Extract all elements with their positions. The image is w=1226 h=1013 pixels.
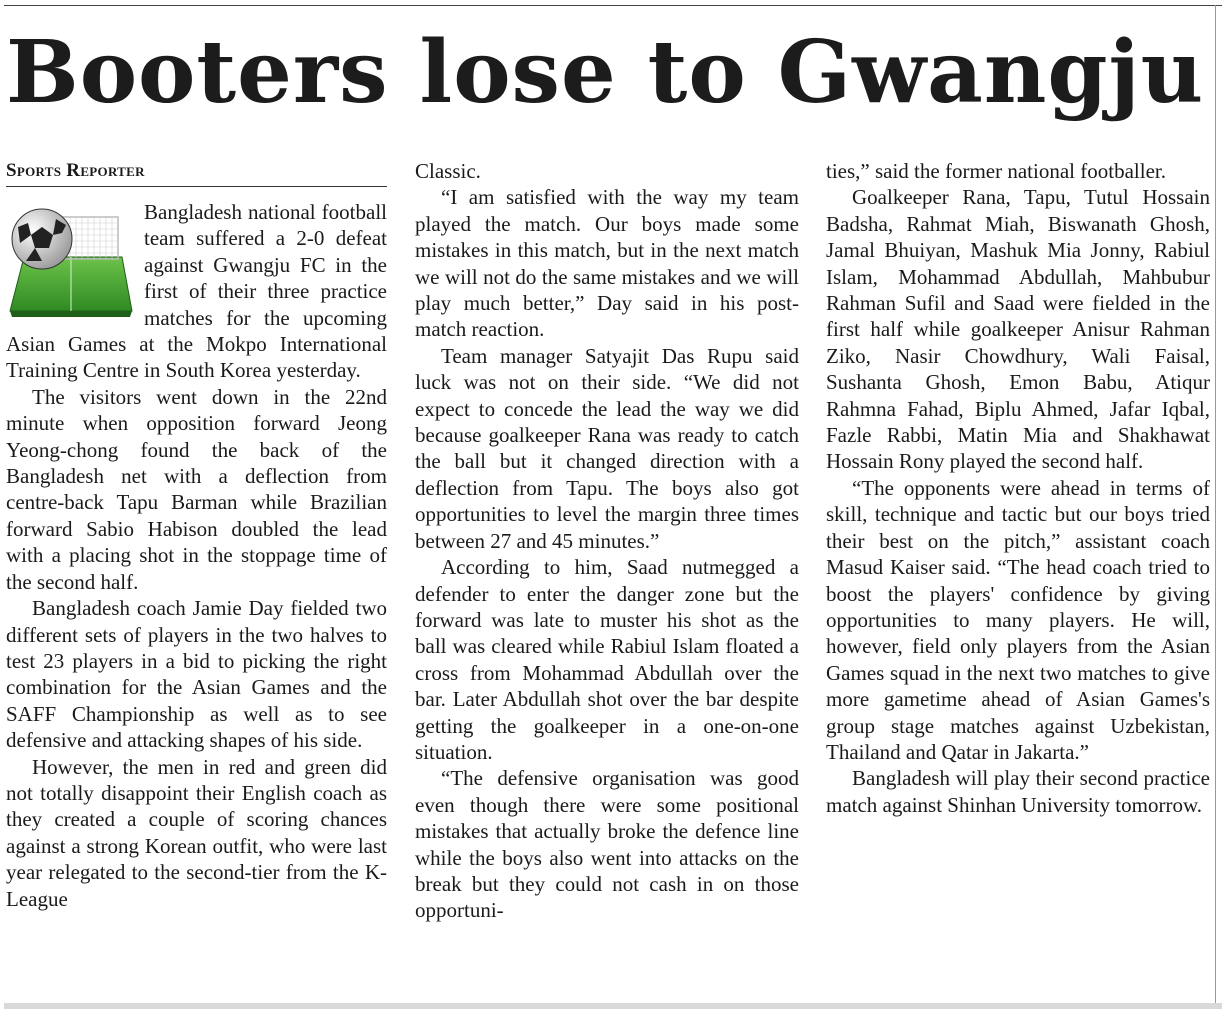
- paragraph: According to him, Saad nutmegged a defender to enter the danger zone but the forward was late to muster his shot as the ball was cleared while Rabiul Islam floated a cross from Mohammad Abdullah over the bar. Later Abdullah shot over the bar despite getting the goalkeeper in a one-on-one situation.: [415, 555, 799, 764]
- paragraph: “The defensive organisation was good even though there were some positional mistakes that actually broke the defence line while the boys also went into attacks on the break but they could not cash in on those opportuni-: [415, 766, 799, 923]
- byline: Sports Reporter: [6, 160, 387, 187]
- top-rule: [4, 5, 1222, 6]
- article-column-1: [6, 158, 387, 983]
- headline: Booters lose to Gwangju: [6, 22, 1205, 123]
- paragraph: Bangladesh coach Jamie Day fielded two different sets of players in the two halves to test 23 players in a bid to picking the right combination for the Asian Games and the SAFF Championship as well as to see defensive and attacking shapes of his side.: [6, 596, 387, 753]
- right-rule: [1215, 5, 1216, 1005]
- article-column-3: [826, 158, 1210, 983]
- paragraph: Bangladesh will play their second practice match against Shinhan University tomorrow.: [826, 766, 1210, 817]
- paragraph: “I am satisfied with the way my team played the match. Our boys made some mistakes in this match, but in the next match we will not do the same mistakes and we will play much better,” Day said in his post-match reaction.: [415, 185, 799, 342]
- paragraph: Team manager Satyajit Das Rupu said luck was not on their side. “We did not expect to concede the lead the way we did because goalkeeper Rana was ready to catch the ball but it changed direction with a deflection from Tapu. The boys also got opportunities to level the margin three times between 27 and 45 minutes.”: [415, 343, 799, 553]
- paragraph: Classic.: [415, 159, 481, 183]
- football-pitch-graphic: [6, 199, 134, 317]
- article-column-2: [415, 158, 799, 983]
- paragraph: Bangladesh national football team suffered a 2-0 defeat against Gwangju FC in the first of their three practice matches for the upcoming Asian Games at the Mokpo International Training Centre in South Korea yesterday.: [6, 200, 387, 383]
- paragraph: Goalkeeper Rana, Tapu, Tutul Hossain Badsha, Rahmat Miah, Biswanath Ghosh, Jamal Bhuiyan, Mashuk Mia Jonny, Rabiul Islam, Mohammad Abdullah, Mahbubur Rahman Sufil and Saad were fielded in the first half while goalkeeper Anisur Rahman Ziko, Nasir Chowdhury, Wali Faisal, Sushanta Ghosh, Emon Babu, Atiqur Rahmna Fahad, Biplu Ahmed, Jafar Iqbal, Fazle Rabbi, Matin Mia and Shakhawat Hossain Rony played the second half.: [826, 185, 1210, 474]
- football-pitch-icon: [6, 199, 134, 317]
- paragraph: The visitors went down in the 22nd minute when opposition forward Jeong Yeong-chong found the back of the Bangladesh net with a deflection from centre-back Tapu Barman while Brazilian forward Sabio Habison doubled the lead with a placing shot in the stoppage time of the second half.: [6, 384, 387, 594]
- paragraph: “The opponents were ahead in terms of skill, technique and tactic but our boys tried their best on the pitch,” assistant coach Masud Kaiser said. “The head coach tried to boost the players' confidence by giving opportunities to many players. He will, however, field only players from the Asian Games squad in the next two matches to give more gametime ahead of Asian Games's group stage matches against Uzbekistan, Thailand and Qatar in Jakarta.”: [826, 475, 1210, 764]
- paragraph: ties,” said the former national footballer.: [826, 159, 1166, 183]
- paragraph: However, the men in red and green did not totally disappoint their English coach as they created a couple of scoring chances against a strong Korean outfit, who were last year relegated to the second-tier from the K-League: [6, 754, 387, 911]
- bottom-rule: [4, 1003, 1222, 1009]
